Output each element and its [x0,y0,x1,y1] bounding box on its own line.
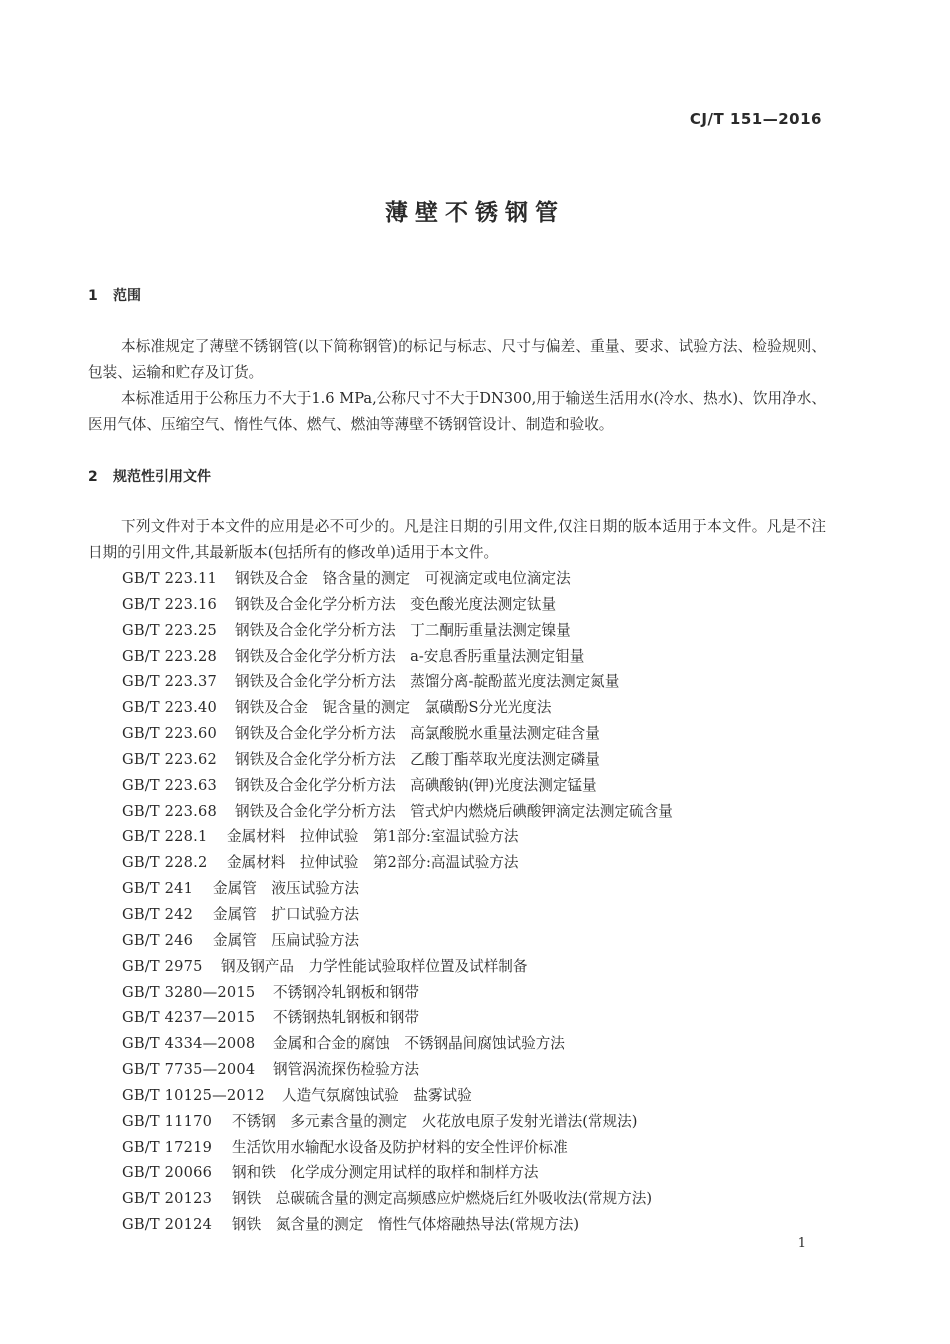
reference-item [122,644,822,670]
reference-code: GB/T 4334—2008 [122,1035,256,1053]
reference-code: GB/T 246 [122,931,194,949]
reference-item [122,980,822,1006]
reference-code: GB/T 223.62 [122,750,217,768]
section-heading-normative-references [88,466,211,486]
reference-title: 金属管 压扁试验方法 [213,931,359,949]
reference-item [122,1083,822,1109]
reference-title: 钢及钢产品 力学性能试验取样位置及试样制备 [221,957,528,975]
reference-code: GB/T 11170 [122,1112,213,1130]
reference-title: 生活饮用水输配水设备及防护材料的安全性评价标准 [232,1138,568,1156]
reference-title: 钢铁 氮含量的测定 惰性气体熔融热导法(常规方法) [232,1216,580,1234]
reference-code: GB/T 223.28 [122,647,217,665]
reference-title: 钢铁 总碳硫含量的测定高频感应炉燃烧后红外吸收法(常规方法) [232,1190,653,1208]
reference-item [122,1135,822,1161]
reference-title: 钢铁及合金化学分析方法 高碘酸钠(钾)光度法测定锰量 [235,776,597,794]
references-intro-paragraph: 下列文件对于本文件的应用是必不可少的。凡是注日期的引用文件,仅注日期的版本适用于本文件。凡是不注日期的引用文件,其最新版本(包括所有的修改单)适用于本文件。 [88,518,826,561]
reference-code: GB/T 20123 [122,1190,213,1208]
page-title: 薄壁不锈钢管 [385,200,565,226]
reference-item [122,876,822,902]
reference-item [122,1109,822,1135]
reference-item [122,773,822,799]
reference-item [122,1212,822,1238]
reference-code: GB/T 223.68 [122,802,217,820]
reference-title: 金属材料 拉伸试验 第1部分:室温试验方法 [227,828,519,846]
page-number: 1 [797,1236,806,1251]
reference-code: GB/T 2975 [122,957,203,975]
reference-title: 不锈钢冷轧钢板和钢带 [273,983,419,1001]
reference-code: GB/T 20124 [122,1216,213,1234]
reference-title: 钢铁及合金化学分析方法 蒸馏分离-靛酚蓝光度法测定氮量 [235,673,620,691]
section-number: 1 [88,288,98,304]
reference-item [122,1186,822,1212]
reference-title: 钢铁及合金化学分析方法 变色酸光度法测定钛量 [235,595,557,613]
reference-item [122,928,822,954]
reference-item [122,1057,822,1083]
reference-code: GB/T 223.40 [122,699,217,717]
section-heading-scope [88,285,141,305]
reference-code: GB/T 223.60 [122,725,217,743]
reference-item [122,1160,822,1186]
scope-paragraph-1: 本标准规定了薄壁不锈钢管(以下简称钢管)的标记与标志、尺寸与偏差、重量、要求、试验方法、检验规则、包装、运输和贮存及订货。 [88,338,826,381]
reference-code: GB/T 228.2 [122,854,208,872]
reference-item [122,721,822,747]
reference-title: 钢铁及合金化学分析方法 a-安息香肟重量法测定钼量 [235,647,585,665]
reference-code: GB/T 223.63 [122,776,217,794]
reference-item [122,669,822,695]
reference-code: GB/T 223.16 [122,595,217,613]
reference-title: 钢铁及合金 铌含量的测定 氯磺酚S分光光度法 [235,699,552,717]
reference-title: 钢和铁 化学成分测定用试样的取样和制样方法 [232,1164,539,1182]
reference-code: GB/T 223.11 [122,570,217,587]
reference-code: GB/T 3280—2015 [122,983,256,1001]
reference-item [122,954,822,980]
reference-item [122,799,822,825]
reference-title: 金属管 扩口试验方法 [213,905,359,923]
reference-title: 人造气氛腐蚀试验 盐雾试验 [282,1086,472,1104]
reference-code: GB/T 20066 [122,1164,213,1182]
reference-item [122,592,822,618]
reference-title: 钢铁及合金化学分析方法 乙酸丁酯萃取光度法测定磷量 [235,750,600,768]
reference-code: GB/T 223.37 [122,673,217,691]
reference-code: GB/T 4237—2015 [122,1009,256,1027]
reference-code: GB/T 17219 [122,1138,213,1156]
reference-title: 不锈钢热轧钢板和钢带 [273,1009,419,1027]
reference-title: 金属管 液压试验方法 [213,880,359,898]
reference-item [122,566,822,592]
reference-item [122,1031,822,1057]
reference-code: GB/T 228.1 [122,828,208,846]
reference-code: GB/T 7735—2004 [122,1061,256,1079]
reference-title: 钢铁及合金化学分析方法 管式炉内燃烧后碘酸钾滴定法测定硫含量 [235,802,673,820]
reference-title: 钢铁及合金 铬含量的测定 可视滴定或电位滴定法 [235,570,571,587]
reference-item [122,747,822,773]
section-title: 范围 [113,288,141,304]
section-title: 规范性引用文件 [113,469,211,485]
reference-list [122,566,822,1238]
document-code: CJ/T 151—2016 [689,110,822,128]
reference-item [122,850,822,876]
reference-title: 钢管涡流探伤检验方法 [273,1061,419,1079]
reference-title: 金属和合金的腐蚀 不锈钢晶间腐蚀试验方法 [273,1035,565,1053]
scope-paragraph-2: 本标准适用于公称压力不大于1.6 MPa,公称尺寸不大于DN300,用于输送生活用水(冷水、热水)、饮用净水、医用气体、压缩空气、惰性气体、燃气、燃油等薄壁不锈钢管设计、制造和验收。 [88,390,826,433]
reference-item [122,1005,822,1031]
reference-code: GB/T 223.25 [122,621,217,639]
reference-item [122,618,822,644]
reference-item [122,695,822,721]
reference-title: 钢铁及合金化学分析方法 丁二酮肟重量法测定镍量 [235,621,571,639]
reference-title: 金属材料 拉伸试验 第2部分:高温试验方法 [227,854,519,872]
reference-title: 钢铁及合金化学分析方法 高氯酸脱水重量法测定硅含量 [235,725,600,743]
reference-code: GB/T 10125—2012 [122,1086,265,1104]
reference-code: GB/T 241 [122,880,194,898]
reference-item [122,902,822,928]
section-number: 2 [88,469,98,485]
reference-item [122,824,822,850]
reference-title: 不锈钢 多元素含量的测定 火花放电原子发射光谱法(常规法) [232,1112,638,1130]
reference-code: GB/T 242 [122,905,194,923]
